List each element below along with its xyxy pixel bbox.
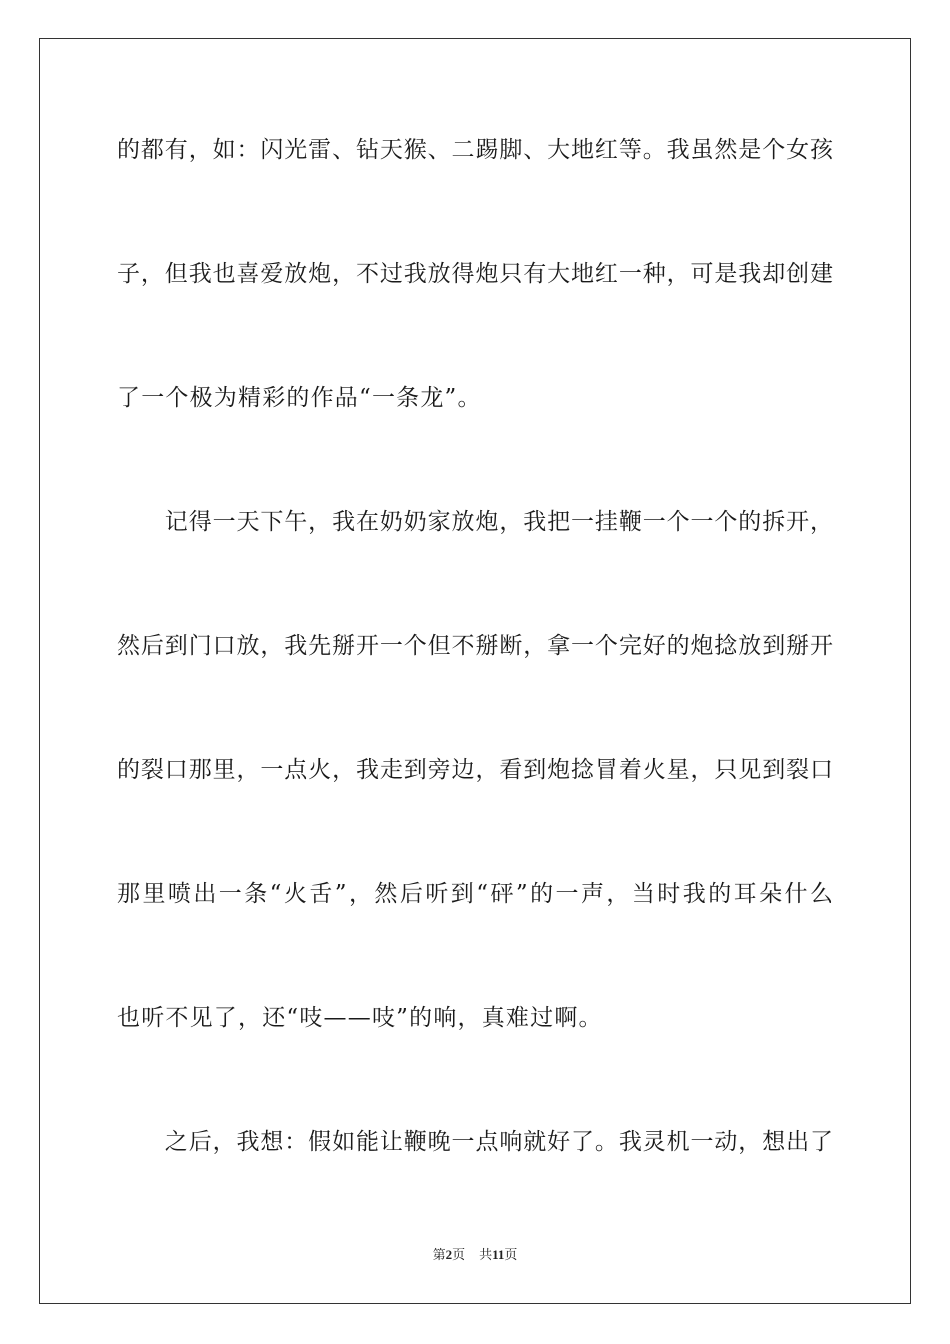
page-number: 2 [445, 1247, 453, 1262]
text-line-7: 那里喷出一条“火舌”，然后听到“砰”的一声，当时我的耳朵什么 [117, 881, 833, 907]
text-line-9: 之后，我想：假如能让鞭晚一点响就好了。我灵机一动，想出了 [117, 1129, 833, 1155]
total-pages: 11 [492, 1247, 505, 1262]
total-suffix: 页 [504, 1247, 518, 1262]
page-border [39, 38, 911, 1304]
page-prefix: 第 [432, 1247, 446, 1262]
text-line-5: 然后到门口放，我先掰开一个但不掰断，拿一个完好的炮捻放到掰开 [117, 633, 833, 659]
text-line-1: 的都有，如：闪光雷、钻天猴、二踢脚、大地红等。我虽然是个女孩 [117, 137, 833, 163]
text-line-6: 的裂口那里，一点火，我走到旁边，看到炮捻冒着火星，只见到裂口 [117, 757, 833, 783]
text-line-2: 子，但我也喜爱放炮，不过我放得炮只有大地红一种，可是我却创建 [117, 261, 833, 287]
page-suffix: 页 [452, 1247, 466, 1262]
text-line-3: 了一个极为精彩的作品“一条龙”。 [117, 385, 482, 411]
page-footer [0, 1247, 950, 1263]
text-line-8: 也听不见了，还“吱——吱”的响，真难过啊。 [117, 1005, 603, 1031]
total-prefix: 共 [479, 1247, 493, 1262]
text-line-4: 记得一天下午，我在奶奶家放炮，我把一挂鞭一个一个的拆开， [117, 509, 833, 535]
